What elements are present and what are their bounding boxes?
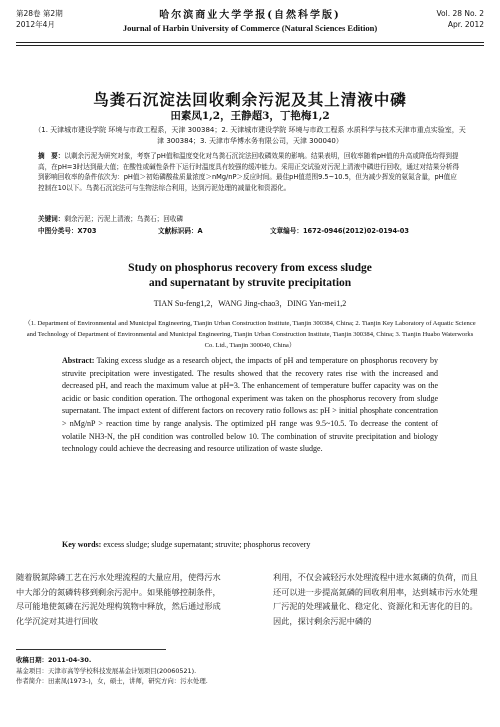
doc-code: 文献标识码：A <box>158 227 203 235</box>
keywords-text-cn: 剩余污泥；污泥上清液；鸟粪石；回收磷 <box>64 215 184 223</box>
article-number: 文章编号：1672-0946(2012)02-0194-03 <box>270 227 409 235</box>
keywords-label-en: Key words: <box>62 540 102 549</box>
header-rule <box>16 42 484 43</box>
volume-issue-en: Vol. 28 No. 2 <box>436 9 484 18</box>
volume-issue: 第28卷 第2期 <box>16 9 63 18</box>
affiliation-cn: （1. 天津城市建设学院 环境与市政工程系，天津 300384；2. 天津城市建设学院 环境与市政工程系 水质科学与技术天津市重点实验室，天津 300384；3. 天津市华博水务有限公司，天津 300040） <box>34 126 466 145</box>
issue-date: 2012年4月 <box>16 20 55 29</box>
fund-info: 基金项目：天津市高等学校科技发展基金计划项目(20060521). <box>16 666 197 675</box>
abstract-en <box>62 355 438 456</box>
paper-title-en-line1: Study on phosphorus recovery from excess sludge <box>128 262 372 274</box>
paper-title-en-line2: and supernatant by struvite precipitation <box>148 277 352 289</box>
keywords-label-cn: 关键词： <box>38 215 65 223</box>
journal-header <box>16 6 484 42</box>
issue-info-en <box>436 8 484 30</box>
affiliation-en: （1. Department of Environmental and Municipal Engineering, Tianjin Urban Construction Institute, Tianjin 300384, China; 2. Tianjin Key Laboratory of Aquatic Science and Technology of Department of Environmental and Municipal Engineering, Tianjin Urban Construction Institute, Tianjin 300384, China; 3. Tianjin Huabo Waterworks Co. Ltd., Tianjin 300040, China） <box>24 320 476 349</box>
body-column-right: 利用，不仅会减轻污水处理流程中进水氮磷的负荷，而且还可以进一步提高氮磷的回收利用率，达到城市污水处理厂污泥的处理减量化、稳定化、资源化和无害化的目的。因此，探讨剩余污泥中磷的 <box>273 572 478 626</box>
keywords-en <box>62 540 438 549</box>
journal-title-cn: 哈尔滨商业大学学报(自然科学版) <box>159 10 341 21</box>
abstract-label-en: Abstract: <box>62 356 95 365</box>
author-bio: 作者简介：田素凤(1973-)，女，硕士，讲师，研究方向：污水处理. <box>16 677 208 685</box>
received-date: 收稿日期：2011-04-30. <box>16 656 92 664</box>
paper-title-cn: 鸟粪石沉淀法回收剩余污泥及其上清液中磷 <box>93 90 407 109</box>
abstract-text-en: Taking excess sludge as a research object, the impacts of pH and temperature on phosphorus recovery by struvite precipitation were investigated. The results showed that the recovery rates rise with the increased and decreased pH, and reach the maximum value at pH=3. The enhancement of temperature buffer capacity was on the acidic or basic condition operation. The orthogonal experiment was taken on the phosphorus recovery from sludge supernatant. The impact extent of different factors on recovery ratio follows as: pH > initial phosphate concentration > nMg/nP > reaction time by range analysis. The optimized pH range was 9.5~10.5. To decrease the content of volatile NH3-N, the pH condition was controlled below 10. The combination of struvite precipitation and biology technology could achieve the decreasing and resource utilization of waste sludge. <box>62 356 439 454</box>
authors-cn: 田素凤1,2，王静超3，丁艳梅1,2 <box>170 110 330 122</box>
abstract-text-cn: 以剩余污泥为研究对象，考察了pH值和温度变化对鸟粪石沉淀法回收磷效果的影响。结果表明，回收率随着pH值的升高或降低均得到提高，在pH=3时达到最大值；在酸性或碱性条件下运行时温度具有较强的缓冲能力。采用正交试验对污泥上清液中磷进行回收，通过对结果分析得到影响回收率的条件依次为：pH值＞初始磷酸盐质量浓度＞nMg/nP＞反应时间。最佳pH值范围9.5~10.5，但为减少挥发的氨氮含量，pH值应控制在10以下。鸟粪石沉淀法可与生物法综合利用，达到污泥处理的减量化和资源化。 <box>38 152 460 192</box>
journal-title-en: Journal of Harbin University of Commerce (Natural Sciences Edition) <box>122 23 378 33</box>
body-column-left: 随着脱氮除磷工艺在污水处理流程的大量应用，使得污水中大部分的氮磷转移到剩余污泥中。如果能够控制条件，尽可能地使氮磷在污泥处理构筑物中释放，然后通过形成化学沉淀对其进行回收 <box>16 572 221 626</box>
paper-title-en <box>0 261 500 291</box>
abstract-cn <box>38 151 462 193</box>
abstract-label-cn: 摘 要： <box>38 152 65 160</box>
footnotes <box>16 655 246 687</box>
class-number: 中图分类号：X703 <box>38 227 97 235</box>
keywords-text-en: excess sludge; sludge supernatant; struvite; phosphorus recovery <box>103 540 311 549</box>
footnote-rule <box>16 649 166 650</box>
header-rule-thin <box>16 45 484 46</box>
authors-en: TIAN Su-feng1,2，WANG Jing-chao3，DING Yan-mei1,2 <box>153 299 347 308</box>
issue-date-en: Apr. 2012 <box>447 20 484 29</box>
journal-title <box>16 6 484 33</box>
keywords-cn <box>38 213 462 223</box>
